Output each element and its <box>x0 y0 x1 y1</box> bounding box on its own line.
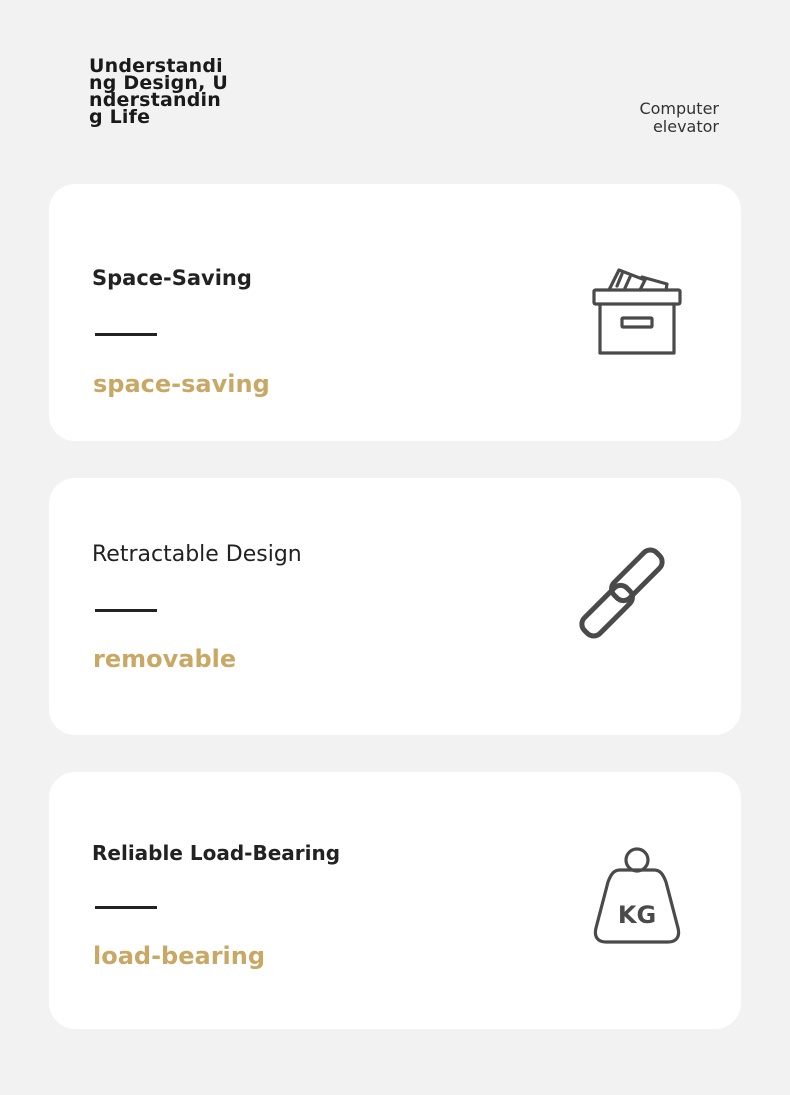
feature-tag: removable <box>93 645 237 673</box>
storage-box-icon <box>582 260 692 370</box>
feature-title: Space-Saving <box>92 266 252 290</box>
divider <box>95 906 157 909</box>
brand-title: Understanding Design, Understanding Life <box>89 55 229 128</box>
feature-title: Retractable Design <box>92 542 302 567</box>
feature-title: Reliable Load-Bearing <box>92 841 341 865</box>
feature-tag: space-saving <box>93 370 270 398</box>
feature-card-space-saving <box>49 184 741 441</box>
feature-card-load-bearing <box>49 772 741 1029</box>
feature-card-retractable <box>49 478 741 735</box>
weight-kg-icon <box>582 844 692 954</box>
weight-label: KG <box>617 901 657 929</box>
brand-subtitle: Computer elevator <box>639 99 719 136</box>
feature-tag: load-bearing <box>93 942 266 970</box>
divider <box>95 333 157 336</box>
divider <box>95 609 157 612</box>
chain-link-icon <box>567 538 677 648</box>
